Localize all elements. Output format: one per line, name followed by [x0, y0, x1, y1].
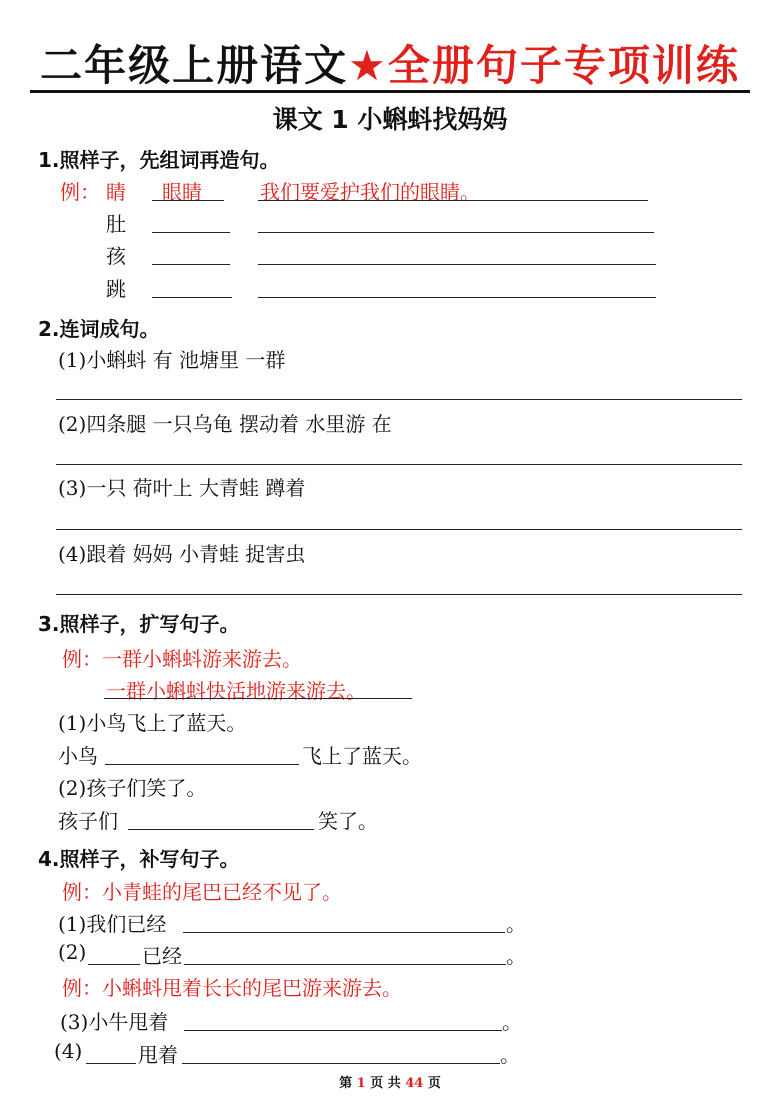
supplement-q3-prefix: (3)小牛甩着: [60, 1010, 169, 1034]
supplement-q3-blank[interactable]: [184, 1030, 502, 1031]
supplement-q2-blank[interactable]: [184, 964, 506, 965]
expand-q2: (2)孩子们笑了。: [58, 776, 207, 800]
supplement-example-2: 例：小蝌蚪甩着长长的尾巴游来游去。: [62, 976, 402, 1000]
char-2: 孩: [106, 244, 126, 268]
sentence-blank-2[interactable]: [258, 264, 656, 265]
section1-heading: 1.照样子，先组词再造句。: [38, 148, 280, 172]
word-blank-1[interactable]: [152, 232, 230, 233]
example-word: 眼睛: [162, 180, 202, 204]
expand-example-2: 一群小蝌蚪快活地游来游去。: [106, 679, 366, 703]
page-footer: [0, 1072, 780, 1091]
footer-pre: 第: [339, 1076, 353, 1091]
example-sentence-line: [258, 200, 648, 201]
word-blank-3[interactable]: [152, 297, 232, 298]
supplement-q2-subject-blank[interactable]: [88, 964, 140, 965]
expand-q1-blank[interactable]: [105, 764, 299, 765]
footer-total: 44: [405, 1076, 424, 1091]
answer-line-1[interactable]: [56, 399, 742, 400]
footer-post: 页: [427, 1076, 441, 1091]
supplement-q4-subject-blank[interactable]: [86, 1063, 136, 1064]
expand-example-1: 例：一群小蝌蚪游来游去。: [62, 647, 302, 671]
supplement-q4-prefix: (4): [54, 1039, 83, 1063]
supplement-q4-blank[interactable]: [182, 1063, 500, 1064]
example-char: 睛: [106, 180, 126, 204]
char-3: 跳: [106, 277, 126, 301]
sentence-blank-1[interactable]: [258, 232, 654, 233]
supplement-q1-period: 。: [506, 912, 526, 936]
title-red: 全册句子专项训练: [387, 41, 740, 90]
expand-q1-suffix: 飞上了蓝天。: [302, 744, 422, 768]
sentence-blank-3[interactable]: [258, 297, 656, 298]
footer-page: 1: [356, 1076, 366, 1091]
example-sentence: 我们要爱护我们的眼睛。: [260, 180, 480, 204]
section2-heading: 2.连词成句。: [38, 317, 160, 341]
expand-q1: (1)小鸟飞上了蓝天。: [58, 711, 247, 735]
supplement-q2-period: 。: [506, 944, 526, 968]
reorder-item-3: (3)一只 荷叶上 大青蛙 蹲着: [58, 476, 306, 500]
footer-mid: 页 共: [370, 1076, 401, 1091]
supplement-q1-blank[interactable]: [183, 932, 505, 933]
supplement-q1-prefix: (1)我们已经: [58, 912, 167, 936]
expand-q2-prefix: 孩子们: [58, 809, 118, 833]
example-word-line: [152, 200, 224, 201]
reorder-item-4: (4)跟着 妈妈 小青蛙 捉害虫: [58, 542, 306, 566]
section4-heading: 4.照样子，补写句子。: [38, 847, 240, 871]
expand-example-underline: [104, 698, 412, 699]
expand-q2-suffix: 笑了。: [318, 809, 378, 833]
supplement-q2-middle: 已经: [142, 944, 182, 968]
answer-line-2[interactable]: [56, 464, 742, 465]
answer-line-3[interactable]: [56, 529, 742, 530]
star-icon: ★: [348, 41, 388, 90]
title-rule: [30, 90, 750, 93]
title-black: 二年级上册语文: [40, 41, 349, 90]
char-1: 肚: [106, 212, 126, 236]
word-blank-2[interactable]: [152, 264, 230, 265]
supplement-q3-period: 。: [502, 1010, 522, 1034]
reorder-item-1: (1)小蝌蚪 有 池塘里 一群: [58, 348, 286, 372]
expand-q2-blank[interactable]: [128, 829, 314, 830]
supplement-q4-period: 。: [500, 1043, 520, 1067]
page-title: [0, 38, 780, 94]
supplement-example-1: 例：小青蛙的尾巴已经不见了。: [62, 880, 342, 904]
reorder-item-2: (2)四条腿 一只乌龟 摆动着 水里游 在: [58, 412, 392, 436]
lesson-title: 课文 1 小蝌蚪找妈妈: [272, 105, 508, 134]
supplement-q2-prefix: (2): [58, 940, 87, 964]
supplement-q4-middle: 甩着: [138, 1043, 178, 1067]
section3-heading: 3.照样子，扩写句子。: [38, 612, 240, 636]
example-label: 例：: [60, 180, 100, 204]
answer-line-4[interactable]: [56, 594, 742, 595]
expand-q1-prefix: 小鸟: [58, 744, 98, 768]
